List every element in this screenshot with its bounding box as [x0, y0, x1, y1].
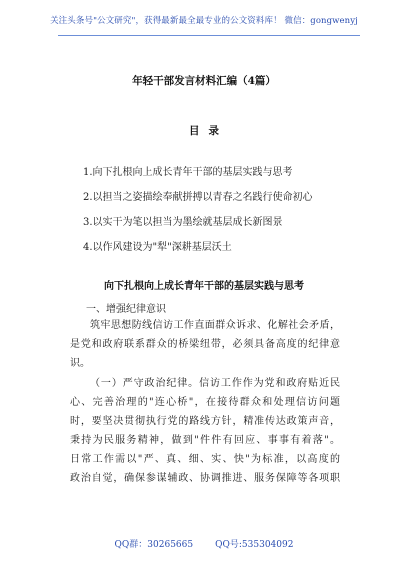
footer-contact	[0, 537, 408, 550]
qq-group-number: QQ群：30265665	[114, 540, 194, 550]
toc-item: 4.以作风建设为"犁"深耕基层沃土	[83, 242, 232, 253]
toc-item: 1.向下扎根向上成长青年干部的基层实践与思考	[83, 167, 293, 178]
body-paragraph	[70, 316, 340, 373]
paragraph-line: 识。	[70, 358, 90, 369]
toc-item: 3.以实干为笔以担当为墨绘就基层成长新图景	[83, 217, 283, 228]
promo-banner: 关注头条号"公文研究"，获得最新最全最专业的公文资料库！ 微信：gongwenyj	[50, 16, 358, 26]
paragraph-line: （一）严守政治纪律。信访工作作为党和政府贴近民	[90, 378, 340, 389]
toc-item: 2.以担当之姿描绘奉献拼搏以青春之名践行使命初心	[83, 192, 313, 203]
paragraph-line: 时，要坚决贯彻执行党的路线方针，精准传达政策声音，	[70, 416, 340, 427]
toc-heading: 目录	[189, 125, 228, 137]
qq-number: QQ号:535304092	[215, 540, 294, 550]
paragraph-line: 秉持为民服务精神，做到"件件有回应、事事有着落"。	[70, 435, 340, 446]
table-of-contents	[83, 166, 383, 266]
paragraph-line: 政治自觉，确保参谋辅政、协调推进、服务保障等各项职	[70, 473, 340, 484]
body-paragraph	[70, 374, 340, 488]
section-title: 向下扎根向上成长青年干部的基层实践与思考	[104, 281, 304, 292]
subsection-heading: 一、增强纪律意识	[86, 304, 166, 315]
paragraph-line: 是党和政府联系群众的桥梁纽带，必须具备高度的纪律意	[70, 339, 340, 350]
paragraph-line: 心、完善治理的"连心桥"，在接待群众和处理信访问题	[70, 397, 340, 408]
paragraph-line: 筑牢思想防线信访工作直面群众诉求、化解社会矛盾，	[90, 320, 340, 331]
paragraph-line: 日常工作需以"严、真、细、实、快"为标准，以高度的	[70, 454, 340, 465]
header-divider	[58, 35, 360, 36]
document-title: 年轻干部发言材料汇编（4篇）	[132, 75, 276, 87]
